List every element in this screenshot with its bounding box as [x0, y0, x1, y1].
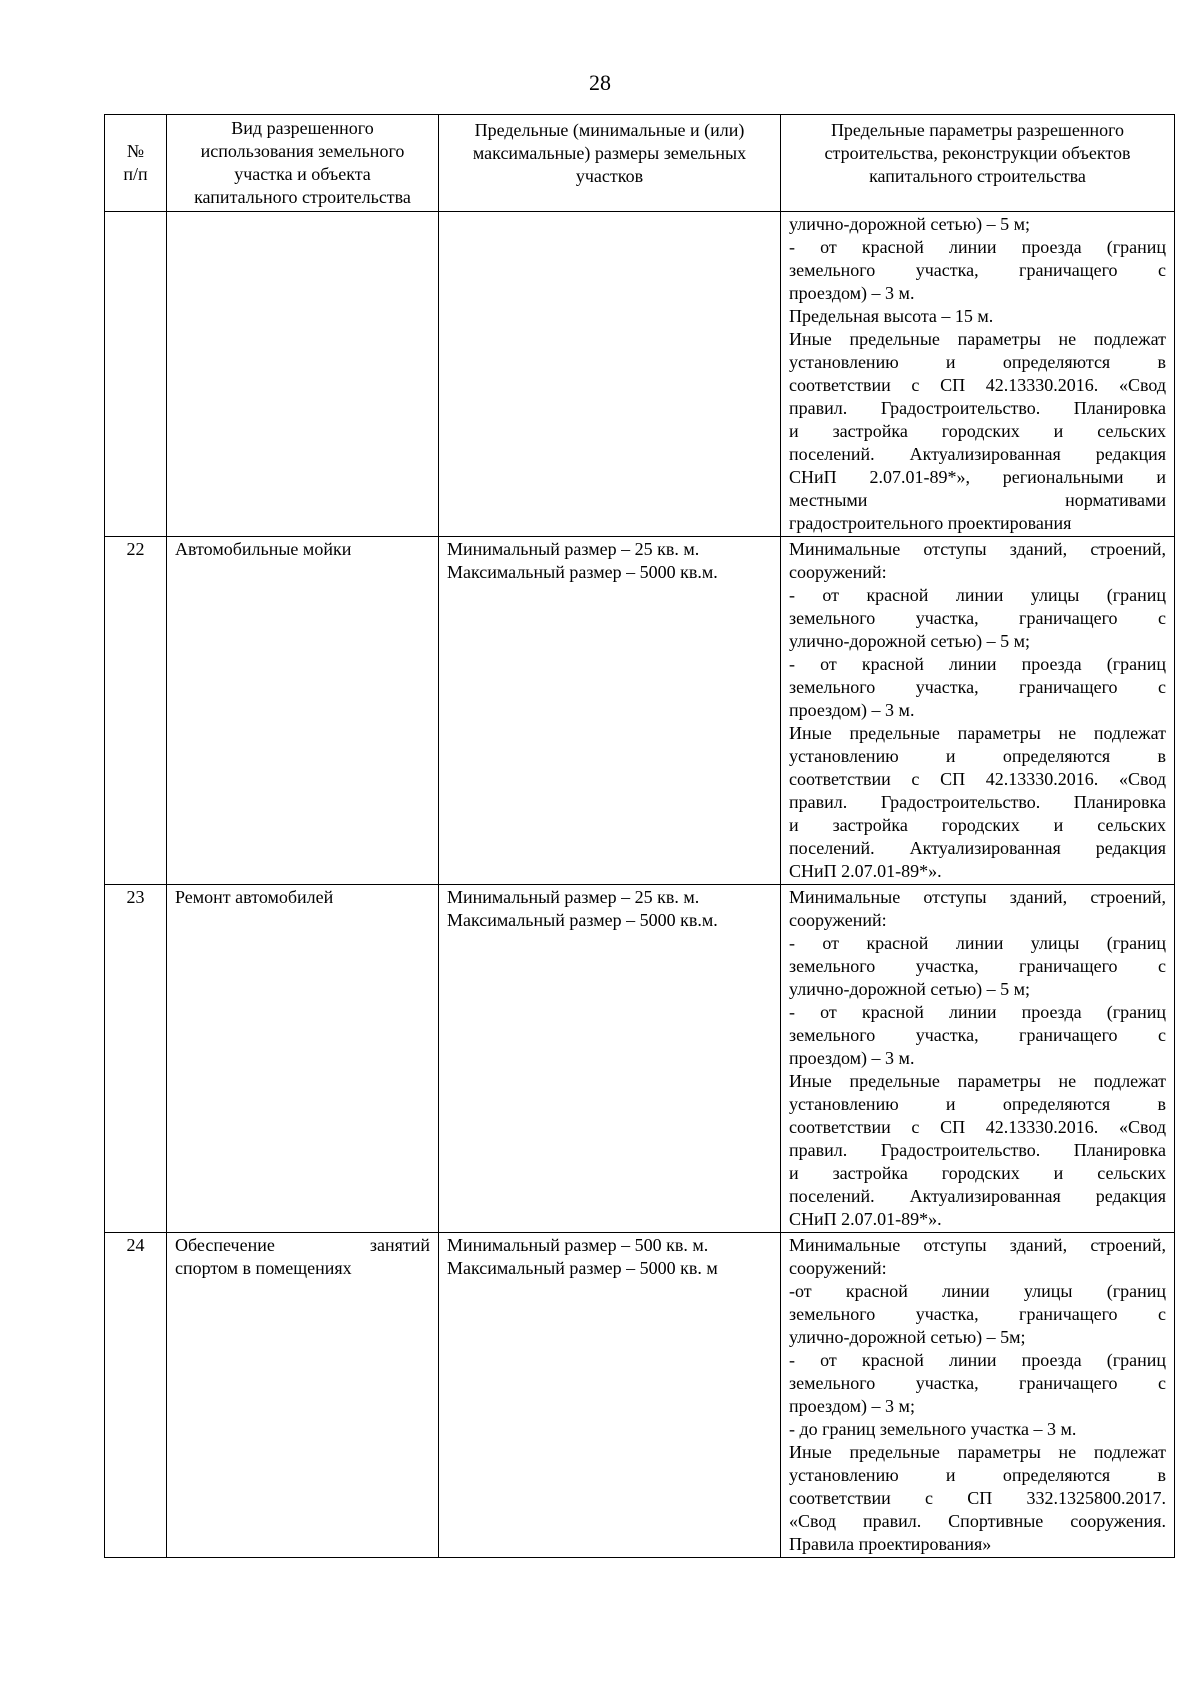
size-line: Максимальный размер – 5000 кв.м.: [447, 562, 718, 582]
param-line: проездом) – 3 м.: [789, 1048, 915, 1068]
param-line: - от красной линии проезда (границ: [789, 1350, 1166, 1370]
param-line: СНиП 2.07.01-89*», региональными и: [789, 467, 1166, 487]
size-line: Максимальный размер – 5000 кв.м.: [447, 910, 718, 930]
param-line: земельного участка, граничащего с: [789, 956, 1166, 976]
header-num: [105, 115, 167, 212]
param-line: Правила проектирования»: [789, 1534, 992, 1554]
param-line: поселений. Актуализированная редакция: [789, 838, 1166, 858]
header-use-type-line: участка и объекта: [234, 164, 371, 184]
param-line: сооружений:: [789, 910, 887, 930]
param-line: соответствии с СП 42.13330.2016. «Свод: [789, 375, 1166, 395]
param-line: - от красной линии проезда (границ: [789, 654, 1166, 674]
param-line: - от красной линии проезда (границ: [789, 1002, 1166, 1022]
header-num-line: п/п: [123, 164, 148, 184]
param-line: соответствии с СП 42.13330.2016. «Свод: [789, 769, 1166, 789]
cell-params: [781, 1233, 1175, 1558]
param-line: - от красной линии проезда (границ: [789, 237, 1166, 257]
use-type-line: спортом в помещениях: [175, 1258, 352, 1278]
use-type-line: Обеспечение занятий: [175, 1235, 430, 1255]
param-line: проездом) – 3 м.: [789, 283, 915, 303]
header-params: [781, 115, 1175, 212]
cell-num: 23: [105, 885, 167, 1233]
cell-num: [105, 212, 167, 537]
header-use-type-line: Вид разрешенного: [231, 118, 374, 138]
size-line: Максимальный размер – 5000 кв. м: [447, 1258, 718, 1278]
cell-use-type: [167, 885, 439, 1233]
param-line: улично-дорожной сетью) – 5 м;: [789, 214, 1031, 234]
param-line: Минимальные отступы зданий, строений,: [789, 1235, 1166, 1255]
param-line: Иные предельные параметры не подлежат: [789, 723, 1166, 743]
table-row: [105, 1233, 1175, 1558]
land-use-table: [104, 114, 1175, 1558]
param-line: проездом) – 3 м.: [789, 700, 915, 720]
table-row: [105, 885, 1175, 1233]
header-use-type: [167, 115, 439, 212]
param-line: установлению и определяются в: [789, 1465, 1166, 1485]
cell-sizes: [439, 1233, 781, 1558]
param-line: Минимальные отступы зданий, строений,: [789, 887, 1166, 907]
param-line: и застройка городских и сельских: [789, 421, 1166, 441]
param-line: Иные предельные параметры не подлежат: [789, 329, 1166, 349]
param-line: и застройка городских и сельских: [789, 1163, 1166, 1183]
use-type-line: Автомобильные мойки: [175, 539, 352, 559]
table-header-row: [105, 115, 1175, 212]
param-line: Предельная высота – 15 м.: [789, 306, 994, 326]
param-line: «Свод правил. Спортивные сооружения.: [789, 1511, 1166, 1531]
param-line: поселений. Актуализированная редакция: [789, 444, 1166, 464]
param-line: Минимальные отступы зданий, строений,: [789, 539, 1166, 559]
param-line: сооружений:: [789, 562, 887, 582]
size-line: Минимальный размер – 25 кв. м.: [447, 887, 700, 907]
param-line: Иные предельные параметры не подлежат: [789, 1442, 1166, 1462]
param-line: градостроительного проектирования: [789, 513, 1072, 533]
param-line: земельного участка, граничащего с: [789, 1304, 1166, 1324]
param-line: соответствии с СП 332.1325800.2017.: [789, 1488, 1166, 1508]
param-line: земельного участка, граничащего с: [789, 1025, 1166, 1045]
table-row: [105, 537, 1175, 885]
param-line: установлению и определяются в: [789, 1094, 1166, 1114]
cell-use-type: [167, 212, 439, 537]
use-type-line: Ремонт автомобилей: [175, 887, 334, 907]
param-line: улично-дорожной сетью) – 5 м;: [789, 979, 1031, 999]
size-line: Минимальный размер – 500 кв. м.: [447, 1235, 709, 1255]
param-line: правил. Градостроительство. Планировка: [789, 792, 1166, 812]
param-line: сооружений:: [789, 1258, 887, 1278]
param-line: СНиП 2.07.01-89*».: [789, 1209, 942, 1229]
param-line: - до границ земельного участка – 3 м.: [789, 1419, 1077, 1439]
param-line: земельного участка, граничащего с: [789, 677, 1166, 697]
header-params-line: Предельные параметры разрешенного: [830, 120, 1125, 140]
header-sizes-line: участков: [575, 166, 644, 186]
header-use-type-line: использования земельного: [200, 141, 405, 161]
cell-params: [781, 212, 1175, 537]
page-number: 28: [589, 70, 611, 95]
cell-use-type: [167, 537, 439, 885]
param-line: соответствии с СП 42.13330.2016. «Свод: [789, 1117, 1166, 1137]
cell-num: 24: [105, 1233, 167, 1558]
header-params-line: строительства, реконструкции объектов: [824, 143, 1131, 163]
cell-num: 22: [105, 537, 167, 885]
param-line: земельного участка, граничащего с: [789, 608, 1166, 628]
param-line: правил. Градостроительство. Планировка: [789, 398, 1166, 418]
cell-params: [781, 537, 1175, 885]
cell-sizes: [439, 885, 781, 1233]
param-line: земельного участка, граничащего с: [789, 1373, 1166, 1393]
header-sizes-line: Предельные (минимальные и (или): [474, 120, 745, 140]
param-line: проездом) – 3 м;: [789, 1396, 915, 1416]
param-line: Иные предельные параметры не подлежат: [789, 1071, 1166, 1091]
param-line: -от красной линии улицы (границ: [789, 1281, 1166, 1301]
param-line: СНиП 2.07.01-89*».: [789, 861, 942, 881]
param-line: и застройка городских и сельских: [789, 815, 1166, 835]
header-params-line: капитального строительства: [869, 166, 1086, 186]
header-use-type-line: капитального строительства: [194, 187, 411, 207]
param-line: - от красной линии улицы (границ: [789, 933, 1166, 953]
param-line: правил. Градостроительство. Планировка: [789, 1140, 1166, 1160]
table-row: [105, 212, 1175, 537]
header-sizes: [439, 115, 781, 212]
param-line: земельного участка, граничащего с: [789, 260, 1166, 280]
cell-use-type: [167, 1233, 439, 1558]
param-line: поселений. Актуализированная редакция: [789, 1186, 1166, 1206]
cell-params: [781, 885, 1175, 1233]
param-line: улично-дорожной сетью) – 5 м;: [789, 631, 1031, 651]
size-line: Минимальный размер – 25 кв. м.: [447, 539, 700, 559]
param-line: установлению и определяются в: [789, 746, 1166, 766]
param-line: местными нормативами: [789, 490, 1166, 510]
cell-sizes: [439, 212, 781, 537]
param-line: улично-дорожной сетью) – 5м;: [789, 1327, 1026, 1347]
param-line: установлению и определяются в: [789, 352, 1166, 372]
header-num-line: №: [126, 141, 145, 161]
param-line: - от красной линии улицы (границ: [789, 585, 1166, 605]
cell-sizes: [439, 537, 781, 885]
header-sizes-line: максимальные) размеры земельных: [472, 143, 747, 163]
